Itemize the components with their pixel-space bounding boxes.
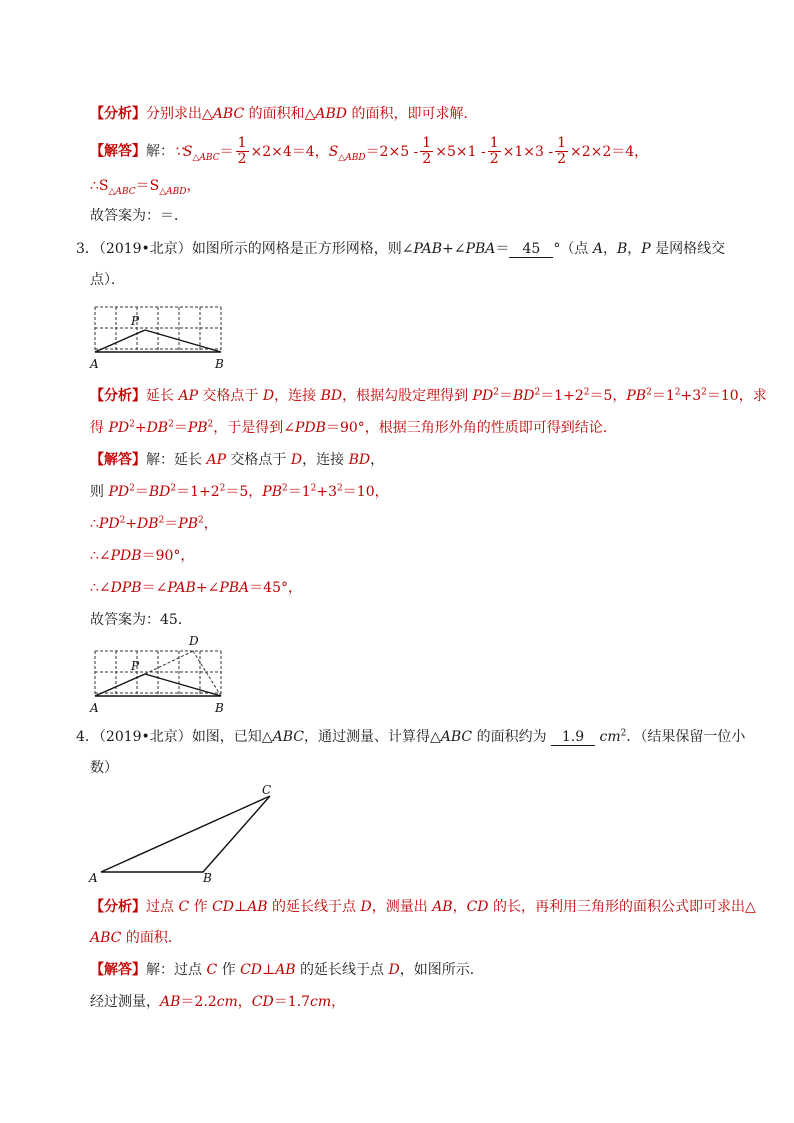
q4-solution: 【解答】解：过点 C 作 CD⊥AB 的延长线于点 D，如图所示． bbox=[90, 962, 484, 978]
label-d: D bbox=[189, 634, 199, 648]
q4-analysis-cont: ABC 的面积． bbox=[90, 930, 182, 946]
q3-step-5: ∴∠DPB＝∠PAB+∠PBA＝45°， bbox=[90, 580, 302, 596]
q3-analysis-cont: 得 $PD^2+DB^2=PB^2$，于是得到∠PDB＝90°，根据三角形外角的性质即可得到结论. bbox=[90, 419, 608, 436]
label-c: C bbox=[262, 783, 272, 797]
q2-final-answer: 故答案为：＝． bbox=[90, 208, 188, 224]
q3-analysis: 【分析】延长 AP 交格点于 D，连接 BD，根据勾股定理得到 $PD^2=BD^2=1+2^2=5$，$PB^2=1^2+3^2=10$，求 bbox=[90, 387, 767, 404]
q3-grid-figure bbox=[85, 302, 235, 374]
label-p: P bbox=[131, 659, 140, 673]
fraction: $\frac{1}{2}$ bbox=[557, 135, 566, 167]
fraction: $\frac{1}{2}$ bbox=[489, 135, 499, 167]
fraction: $\frac{1}{2}$ bbox=[237, 135, 247, 167]
q4-stem: 4．（2019•北京）如图，已知△ABC，通过测量、计算得△ABC 的面积约为 1.9 $cm^2$．（结果保留一位小 bbox=[76, 728, 746, 745]
label-a: A bbox=[90, 357, 99, 371]
q4-triangle-figure bbox=[85, 780, 285, 886]
q3-solution-figure bbox=[85, 632, 235, 718]
label-b: B bbox=[215, 357, 224, 371]
label-a: A bbox=[90, 701, 99, 715]
q4-measurement: 经过测量，AB＝2.2cm，CD＝1.7cm， bbox=[90, 994, 346, 1010]
q2-analysis: 【分析】分别求出△ABC 的面积和△ABD 的面积，即可求解． bbox=[90, 106, 478, 122]
q3-step-4: ∴∠PDB＝90°， bbox=[90, 548, 195, 564]
label-b: B bbox=[203, 871, 212, 885]
answer-blank: 45 bbox=[509, 241, 553, 258]
q3-step-2: 则 $PD^2=BD^2=1+2^2=5$，$PB^2=1^2+3^2=10$， bbox=[90, 483, 389, 500]
q3-final-answer: 故答案为：45． bbox=[90, 612, 192, 628]
q3-solution: 【解答】解：延长 AP 交格点于 D，连接 BD， bbox=[90, 452, 385, 468]
q2-therefore: $\therefore S_{\triangle ABC}=S_{\triangle ABD}$， bbox=[90, 178, 201, 197]
label-p: P bbox=[131, 314, 140, 328]
answer-tag: 【解答】 bbox=[90, 143, 146, 160]
label-b: B bbox=[215, 701, 224, 715]
q2-solution: 【解答】解：$\because S_{\triangle ABC}=$ $\frac{1}{2}$ ×2×4＝4，$S_{\triangle ABD}=2\times 5$ - $\frac{1}{2}$ ×5×1 - $\frac{1}{2}$ ×1×3 - $\frac{1}{2}$ ×2×2＝4， bbox=[90, 135, 649, 167]
q3-stem-cont: 点）． bbox=[90, 272, 125, 288]
analysis-tag: 【分析】 bbox=[90, 106, 146, 122]
q4-analysis: 【分析】过点 C 作 CD⊥AB 的延长线于点 D，测量出 AB，CD 的长，再利用三角形的面积公式即可求出△ bbox=[90, 899, 756, 915]
answer-blank: 1.9 bbox=[551, 729, 595, 746]
fraction: $\frac{1}{2}$ bbox=[422, 135, 432, 167]
q4-stem-cont: 数） bbox=[90, 760, 118, 776]
q3-step-3: $\therefore PD^2+DB^2=PB^2$， bbox=[90, 515, 218, 532]
label-a: A bbox=[89, 871, 98, 885]
q3-stem: 3．（2019•北京）如图所示的网格是正方形网格，则∠PAB+∠PBA＝ 45 °（点 A，B，P 是网格线交 bbox=[76, 241, 726, 257]
